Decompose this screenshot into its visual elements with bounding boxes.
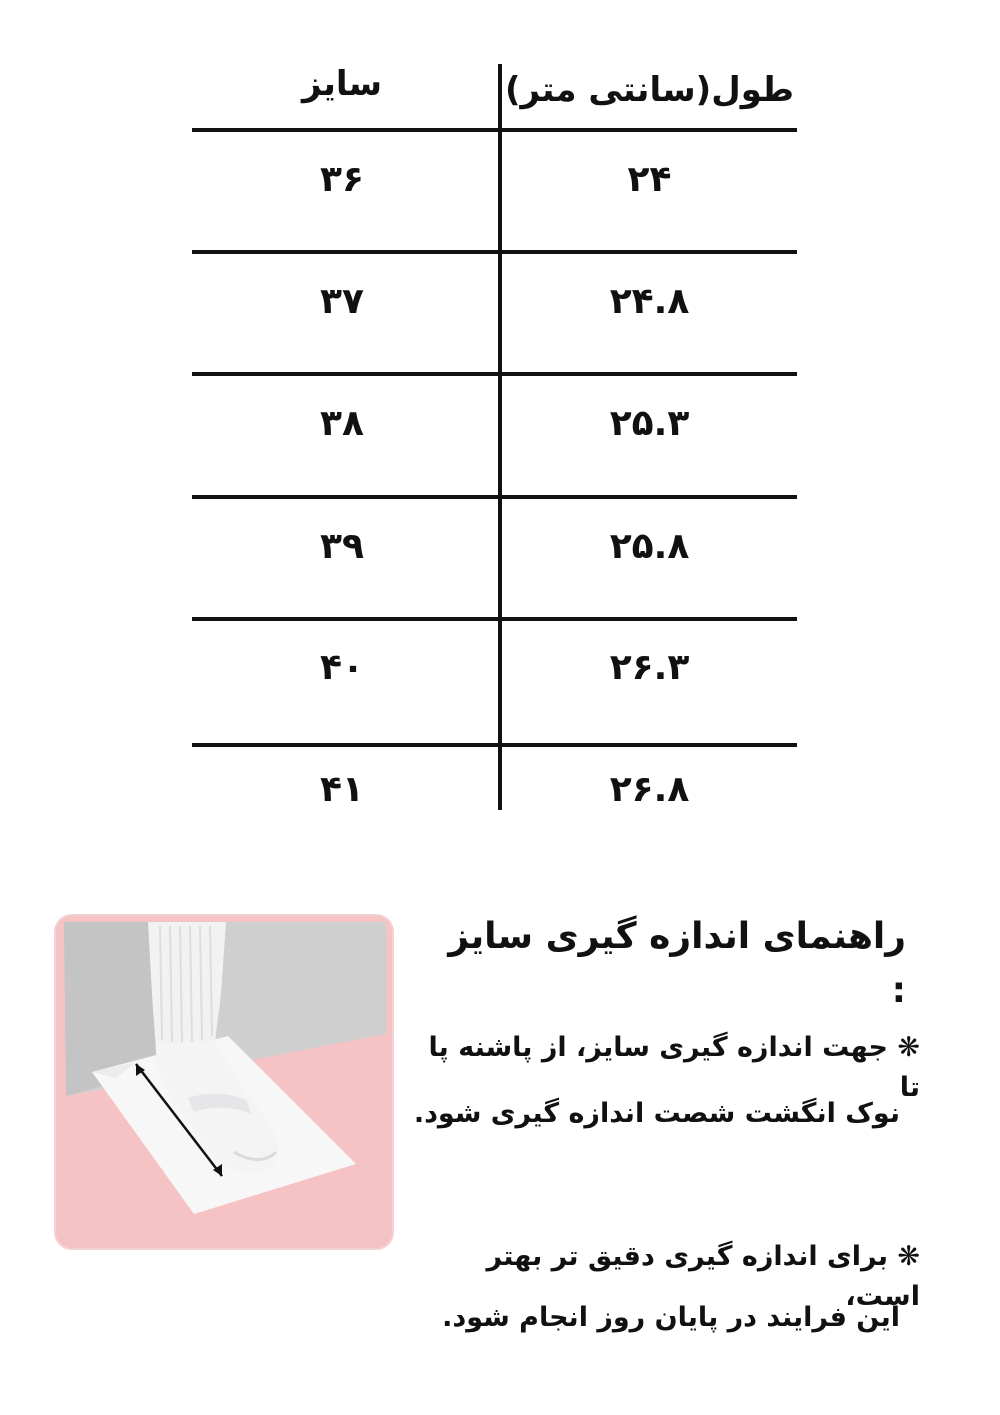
table-row-divider: [192, 495, 797, 499]
table-cell-size: ۳۹: [320, 526, 364, 567]
foot-measurement-photo: [56, 916, 392, 1248]
foot-measurement-illustration: [56, 916, 392, 1248]
table-cell-length: ۲۴.۸: [609, 281, 690, 322]
table-cell-size: ۴۱: [320, 769, 364, 810]
table-row-divider: [192, 743, 797, 747]
table-header-length: طول(سانتی متر): [504, 70, 795, 110]
table-cell-size: ۳۷: [320, 281, 364, 322]
table-cell-length: ۲۴: [627, 159, 672, 200]
guide-note-1-line-2: نوک انگشت شصت اندازه گیری شود.: [413, 1098, 900, 1129]
table-cell-length: ۲۵.۸: [609, 526, 690, 567]
guide-note-2-line-1: ❋ برای اندازه گیری دقیق تر بهتر است،: [486, 1241, 920, 1312]
guide-note-1-line-1: ❋ جهت اندازه گیری سایز، از پاشنه پا تا: [428, 1032, 920, 1103]
guide-note-2-line-2: این فرایند در پایان روز انجام شود.: [442, 1302, 900, 1333]
table-row-divider: [192, 250, 797, 254]
guide-title: راهنمای اندازه گیری سایز :: [448, 916, 906, 1011]
table-row-divider: [192, 617, 797, 621]
table-header-divider: [192, 128, 797, 132]
table-header-size: سایز: [301, 64, 383, 104]
table-row-divider: [192, 372, 797, 376]
table-cell-length: ۲۶.۸: [609, 769, 690, 810]
table-cell-size: ۳۶: [320, 159, 364, 200]
size-table: [192, 58, 797, 810]
table-cell-size: ۴۰: [320, 647, 364, 688]
table-cell-length: ۲۵.۳: [609, 403, 690, 444]
table-cell-size: ۳۸: [320, 403, 364, 444]
table-cell-length: ۲۶.۳: [609, 647, 690, 688]
